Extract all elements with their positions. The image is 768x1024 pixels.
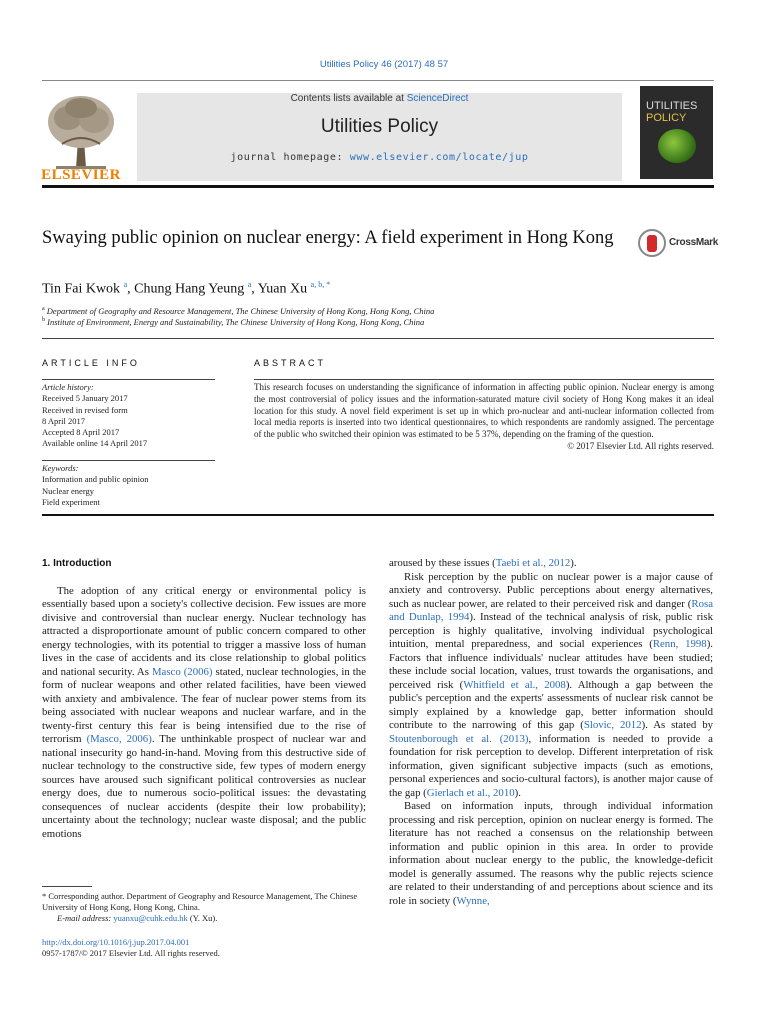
article-info-rule — [42, 379, 215, 380]
history-line: Available online 14 April 2017 — [42, 438, 148, 449]
abstract-bottom-rule — [42, 514, 714, 516]
text-run: aroused by these issues ( — [389, 557, 496, 569]
author-name[interactable]: Chung Hang Yeung — [134, 281, 245, 297]
body-column-left — [42, 557, 366, 841]
affil-text: Institute of Environment, Energy and Sustainability, The Chinese University of Hong Kong, Hong Kong, China — [47, 317, 425, 327]
contents-prefix: Contents lists available at — [290, 93, 407, 104]
journal-homepage-line — [137, 152, 622, 163]
affiliation-a — [42, 306, 434, 316]
contents-line — [137, 93, 622, 104]
author-name[interactable]: Tin Fai Kwok — [42, 281, 121, 297]
issn-copyright: 0957-1787/© 2017 Elsevier Ltd. All rights reserved. — [42, 948, 220, 958]
article-info-heading: ARTICLE INFO — [42, 358, 140, 368]
header-rule-bottom — [42, 185, 714, 188]
citation-link[interactable]: Gierlach et al., 2010 — [426, 786, 515, 799]
footnote-email-line — [42, 913, 372, 924]
abstract-rule — [254, 379, 714, 380]
author-affil-marker[interactable]: a — [247, 280, 252, 289]
citation-link[interactable]: Taebi et al., 2012 — [495, 557, 571, 569]
citation-link[interactable]: Stoutenborough et al. (2013) — [389, 732, 529, 745]
intro-paragraph-continued — [389, 557, 713, 571]
text-run: The adoption of any critical energy or environmental policy is essentially based upon a society's collective decision. Few issues are more divisive and controversial than nuclear energy. Nuclear technology has attracted a disproportionate amount of public concern compared to other energy technologies, with its potential to trigger a massive loss of human lives in the case of accidents and its close relationship to global politics and national security. As — [42, 584, 366, 678]
crossmark-label: CrossMark — [669, 237, 718, 248]
keywords-rule — [42, 460, 215, 461]
author-name[interactable]: Yuan Xu — [257, 281, 308, 297]
affil-text: Department of Geography and Resource Management, The Chinese University of Hong Kong, Hong Kong, China — [46, 306, 435, 316]
text-run: ). As stated by — [641, 719, 713, 731]
text-run: ). Although a gap between the public's perception and the experts' assessments of nuclear risk cannot be simply explained by a knowledge gap, better information should contribute to the narrowing of this gap ( — [389, 678, 713, 731]
article-title: Swaying public opinion on nuclear energy: A field experiment in Hong Kong — [42, 228, 614, 248]
author-affil-marker[interactable]: a, b, * — [310, 280, 331, 289]
header-rule-top — [42, 80, 714, 81]
body-column-right — [389, 557, 713, 908]
article-history — [42, 382, 215, 450]
history-line: Accepted 8 April 2017 — [42, 427, 120, 438]
text-run: ). — [570, 557, 577, 569]
history-label: Article history: — [42, 382, 94, 392]
citation-link[interactable]: Renn, 1998 — [652, 638, 707, 650]
author-list — [42, 280, 330, 298]
text-run: , information is needed to provide a foundation for risk perception to develop. Different interpretation of risk information, given significant subjective impacts (such as emotions, personal experiences and socio-cultural factors), is another major cause of the gap ( — [389, 732, 713, 799]
abstract-text: This research focuses on understanding the significance of information in affecting public opinion. Nuclear energy is among the most controversial of policy issues and the information-saturated mature civil society of Hong Kong makes it an ideal location for this study. A novel field experiment is set up in which pro-nuclear and anti-nuclear information collected from local media reports is inserted into two identical questionnaires, to which respondents are randomly assigned. The percentage of the public who switched their opinion was estimated to be 5 37%, depending on the framing of the question. — [254, 382, 714, 440]
doi-block — [42, 937, 220, 959]
footnote-text — [42, 891, 372, 913]
affiliation-b — [42, 317, 424, 327]
title-rule — [42, 338, 714, 339]
history-line: 8 April 2017 — [42, 415, 85, 426]
abstract-copyright: © 2017 Elsevier Ltd. All rights reserved. — [567, 440, 714, 451]
homepage-link[interactable]: www.elsevier.com/locate/jup — [349, 152, 529, 163]
history-line: Received in revised form — [42, 404, 128, 415]
elsevier-wordmark[interactable]: ELSEVIER — [41, 167, 121, 183]
email-label: E-mail address: — [57, 913, 114, 923]
author-separator: , — [127, 281, 135, 297]
citation-link[interactable]: Wynne, — [456, 894, 490, 907]
text-run: Based on information inputs, through individual information processing and risk perception, opinion on nuclear energy is formed. The literature has not reached a consensus on the relationship between information and public opinion in this area. In order to provide information about nuclear energy to the public, the knowledge-deficit model is generally assumed. The reasons why the public rejects science are related to their understanding of and perceptions about science and its role in society ( — [389, 800, 713, 907]
corresponding-author-footnote — [42, 891, 372, 924]
intro-paragraph-1 — [42, 585, 366, 842]
affil-marker: a — [42, 306, 45, 313]
intro-paragraph-3 — [389, 800, 713, 908]
journal-cover-thumbnail[interactable] — [640, 86, 713, 179]
citation-link[interactable]: (Masco, 2006) — [86, 733, 152, 745]
abstract-heading: ABSTRACT — [254, 358, 327, 368]
footnote-rule — [42, 886, 92, 887]
section-heading-introduction: 1. Introduction — [42, 558, 112, 569]
text-run: ). Factors that influence individuals' nuclear attitudes have been studied; these include social location, values, trust towards the organisations, and perceived risk ( — [389, 638, 713, 691]
text-run: stated, nuclear technologies, in the form of nuclear weapons and other related facilities, have been viewed with anxiety and ambivalence. The fear of nuclear power stems from its being associated with nuclear weapons and nuclear warfare, and in the twenty-first century this fear is being intensified due to the rise of terrorism — [42, 665, 366, 745]
affil-marker: b — [42, 317, 45, 324]
keywords-label: Keywords: — [42, 463, 79, 473]
crossmark-icon — [638, 229, 666, 257]
keyword: Nuclear energy — [42, 485, 94, 496]
text-run: ). Instead of the technical analysis of risk, public risk perception is highly qualitative, involving individual psychological intuition, mental preparedness, and social experiences ( — [389, 611, 713, 650]
abstract-body — [254, 382, 714, 453]
journal-title: Utilities Policy — [320, 116, 439, 137]
footnote-marker: * — [42, 891, 47, 901]
intro-paragraph-2 — [389, 571, 713, 801]
text-run: . The unthinkable prospect of nuclear war and national insecurity go hand-in-hand. Moving from this destructive side of nuclear technology to the constructive side, few types of modern energy sources have aroused such significant political controversies as nuclear energy does, due to numerous socio-political issues: the devastating consequences of nuclear accidents (despite their low probability); uncertainty about the technology; nuclear waste disposal; and the public emotions — [42, 733, 367, 840]
text-run: ). — [514, 786, 521, 799]
keyword: Information and public opinion — [42, 474, 149, 485]
cover-title-line2: POLICY — [646, 112, 687, 124]
citation-link[interactable]: Whitfield et al., 2008 — [463, 678, 566, 691]
citation-link[interactable]: Rosa and Dunlap, 1994 — [389, 597, 713, 623]
citation-link[interactable]: Slovic, 2012 — [583, 719, 642, 731]
author-affil-marker[interactable]: a — [123, 280, 128, 289]
keywords-block — [42, 463, 215, 508]
journal-citation[interactable]: Utilities Policy 46 (2017) 48 57 — [319, 59, 449, 70]
text-run: Risk perception by the public on nuclear power is a major cause of anxiety and controversy. Public perceptions about energy alternatives, such as nuclear power, are related to their perceived risk and danger ( — [389, 570, 713, 610]
citation-link[interactable]: Masco (2006) — [151, 665, 213, 678]
crossmark-badge[interactable] — [638, 229, 716, 259]
journal-banner — [137, 93, 622, 181]
doi-link[interactable]: http://dx.doi.org/10.1016/j.jup.2017.04.001 — [42, 937, 190, 947]
homepage-prefix: journal homepage: — [230, 152, 350, 163]
email-link[interactable]: yuanxu@cuhk.edu.hk — [113, 913, 188, 923]
cover-title-line1: UTILITIES — [646, 100, 698, 112]
email-suffix: (Y. Xu). — [187, 913, 218, 923]
footnote-body: Corresponding author. Department of Geography and Resource Management, The Chinese University of Hong Kong, Hong Kong, China. — [42, 891, 358, 912]
author-separator: , — [251, 281, 258, 297]
sciencedirect-link[interactable]: ScienceDirect — [406, 93, 469, 104]
keyword: Field experiment — [42, 496, 100, 507]
cover-globe-icon — [658, 129, 696, 163]
history-line: Received 5 January 2017 — [42, 393, 128, 404]
